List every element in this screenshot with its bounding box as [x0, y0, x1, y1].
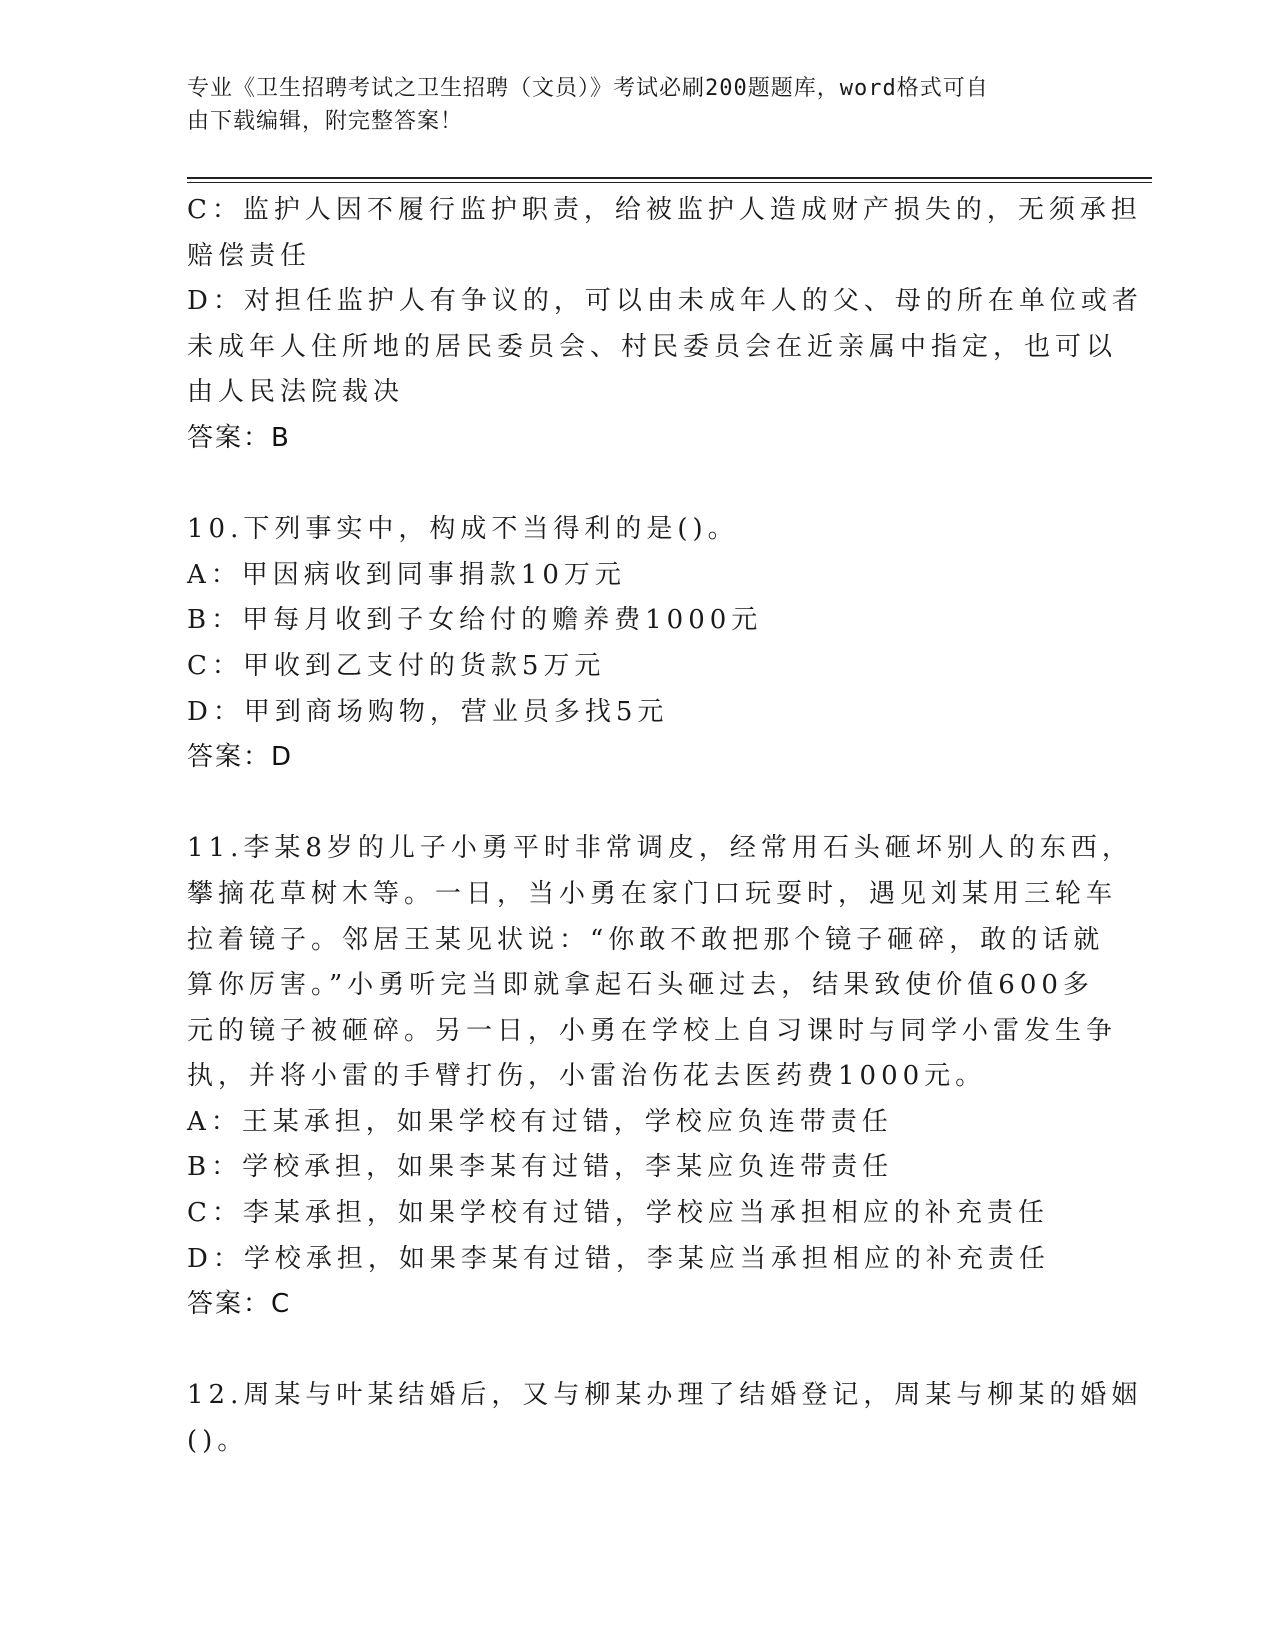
header-line-2: 由下载编辑，附完整答案！ — [187, 109, 464, 134]
option-c: C：甲收到乙支付的货款5万元 — [187, 650, 606, 681]
header-divider — [187, 177, 1152, 183]
header-line-1: 专业《卫生招聘考试之卫生招聘（文员）》考试必刷200题题库，word格式可自 — [187, 76, 989, 101]
option-d-line-1: D：对担任监护人有争议的，可以由未成年人的父、母的所在单位或者 — [187, 286, 1143, 317]
answer-label: 答案：B — [187, 422, 291, 453]
question-stem-line-1: 12.周某与叶某结婚后，又与柳某办理了结婚登记，周某与柳某的婚姻 — [187, 1380, 1143, 1411]
option-d-line-3: 由人民法院裁决 — [187, 377, 405, 408]
spacer — [187, 781, 1087, 827]
question-stem-line-4: 算你厉害。”小勇听完当即就拿起石头砸过去，结果致使价值600多 — [187, 970, 1094, 1001]
spacer — [187, 462, 1087, 508]
option-d: D：甲到商场购物，营业员多找5元 — [187, 696, 669, 727]
answer-label: 答案：C — [187, 1289, 292, 1320]
question-stem-line-2: ()。 — [187, 1426, 249, 1457]
question-stem-line-6: 执，并将小雷的手臂打伤，小雷治伤花去医药费1000元。 — [187, 1061, 987, 1092]
option-b: B：学校承担，如果李某有过错，李某应负连带责任 — [187, 1152, 894, 1183]
question-stem-line-1: 11.李某8岁的儿子小勇平时非常调皮，经常用石头砸坏别人的东西， — [187, 833, 1133, 864]
option-d: D：学校承担，如果李某有过错，李某应当承担相应的补充责任 — [187, 1243, 1050, 1274]
option-c-line-2: 赔偿责任 — [187, 240, 312, 271]
answer-label: 答案：D — [187, 742, 294, 773]
option-c: C：李某承担，如果学校有过错，学校应当承担相应的补充责任 — [187, 1198, 1049, 1229]
option-a: A：王某承担，如果学校有过错，学校应负连带责任 — [187, 1106, 893, 1137]
question-stem: 10.下列事实中，构成不当得利的是()。 — [187, 514, 739, 545]
document-body — [187, 188, 1143, 1465]
option-a: A：甲因病收到同事捐款10万元 — [187, 559, 626, 590]
option-c-line-1: C：监护人因不履行监护职责，给被监护人造成财产损失的，无须承担 — [187, 195, 1142, 225]
question-stem-line-3: 拉着镜子。邻居王某见状说：“你敢不敢把那个镜子砸碎，敢的话就 — [187, 924, 1105, 955]
question-11 — [187, 826, 1133, 1328]
spacer — [187, 1328, 1087, 1374]
option-d-line-2: 未成年人住所地的居民委员会、村民委员会在近亲属中指定，也可以 — [187, 331, 1118, 362]
document-header — [187, 72, 1077, 138]
question-12 — [187, 1373, 1143, 1464]
question-10 — [187, 507, 1087, 781]
option-b: B：甲每月收到子女给付的赡养费1000元 — [187, 605, 763, 636]
question-9-continued — [187, 188, 1143, 462]
question-stem-line-2: 攀摘花草树木等。一日，当小勇在家门口玩耍时，遇见刘某用三轮车 — [187, 878, 1118, 909]
question-stem-line-5: 元的镜子被砸碎。另一日，小勇在学校上自习课时与同学小雷发生争 — [187, 1015, 1118, 1046]
